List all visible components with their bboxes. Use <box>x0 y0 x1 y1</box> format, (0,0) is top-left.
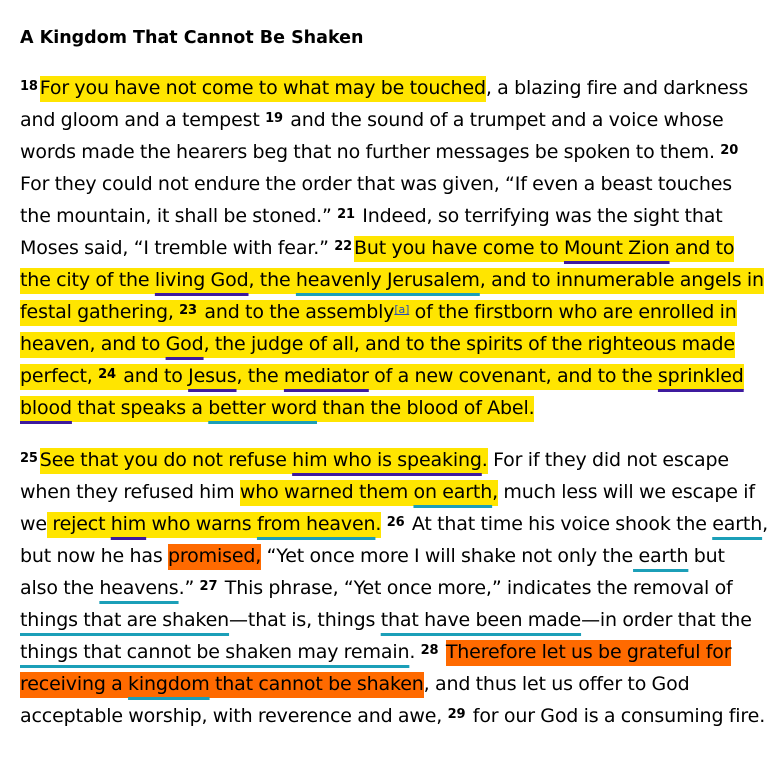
text: . <box>409 641 421 663</box>
text: reject <box>46 513 111 535</box>
verse-number-18: 18 <box>20 79 38 94</box>
text: but also the <box>20 545 725 599</box>
underline-purple: sprinkled blood <box>20 365 744 419</box>
underline-purple: God <box>165 333 204 355</box>
text: But you have come to <box>354 237 564 259</box>
highlight-yellow <box>47 512 381 538</box>
text: , a blazing fire and darkness and gloom and a tempest <box>20 77 749 131</box>
verse-number-20: 20 <box>720 143 739 158</box>
text: and to the assembly <box>198 301 395 323</box>
text: much less will we escape if we <box>20 481 755 535</box>
footnote-link[interactable]: [a] <box>394 303 410 316</box>
paragraph-2 <box>20 444 768 732</box>
underline-teal: on earth <box>413 481 493 503</box>
verse-number-22: 22 <box>334 239 353 254</box>
underline-purple: him who is speaking <box>292 449 482 471</box>
text: that speaks a <box>71 397 209 419</box>
verse-number-19: 19 <box>265 111 283 126</box>
underline-teal: from heaven <box>256 513 376 535</box>
text: and the sound of a trumpet and a voice whose words made the hearers beg that no further messages be spoken to them. <box>20 109 724 163</box>
text: , the <box>236 365 284 387</box>
underline-teal: kingdom <box>128 673 210 695</box>
verse-number-28: 28 <box>420 643 439 658</box>
text: that cannot be shaken <box>209 673 424 695</box>
text: At that time his voice shook the <box>406 513 713 535</box>
text: , and thus let us offer to God acceptable worship, with reverence and awe, <box>20 673 690 727</box>
underline-purple: him <box>110 513 147 535</box>
verse-number-21: 21 <box>337 207 355 222</box>
text: This phrase, “Yet once more,” indicates the removal of <box>219 577 733 599</box>
verse-number-26: 26 <box>386 515 405 530</box>
text: . <box>375 513 382 535</box>
underline-purple: Jesus <box>188 365 237 387</box>
underline-teal: heavens <box>99 577 179 599</box>
text: , <box>492 481 499 503</box>
text: , the judge of all, and to the spirits of the righteous made perfect, <box>20 333 735 387</box>
verse-number-24: 24 <box>98 367 116 382</box>
underline-teal: heavenly Jerusalem <box>295 269 480 291</box>
text: for our God is a consuming fire. <box>467 705 766 727</box>
section-heading: A Kingdom That Cannot Be Shaken <box>20 28 364 48</box>
text: Indeed, so terrifying was the sight that Moses said, “I tremble with fear.” <box>20 205 723 259</box>
text: who warned them <box>239 481 414 503</box>
underline-purple: Mount Zion <box>563 237 670 259</box>
text: . <box>481 449 488 471</box>
underline-teal: things that are shaken <box>20 609 230 631</box>
text: , but now he has <box>20 513 768 567</box>
highlight-yellow-passage <box>20 236 764 422</box>
text: For they could not endure the order that was given, “If even a beast touches the mountain, it shall be stoned.” <box>20 173 732 227</box>
text <box>381 513 386 535</box>
text: Therefore let us be grateful for receiving a <box>20 641 732 695</box>
underline-teal: better word <box>208 397 317 419</box>
text: See that you do not refuse <box>39 449 293 471</box>
text: .” <box>178 577 200 599</box>
text: —in order that the <box>581 609 752 631</box>
text: For if they did not escape when they refused him <box>20 449 729 503</box>
text: , the <box>248 269 296 291</box>
verse-number-23: 23 <box>179 303 197 318</box>
underline-teal: earth <box>712 513 763 535</box>
verse-number-25: 25 <box>20 451 38 466</box>
text: of the firstborn who are enrolled in heaven, and to <box>20 301 737 355</box>
verse-number-29: 29 <box>447 707 466 722</box>
highlight-yellow: For you have not come to what may be touched <box>40 76 486 102</box>
underline-teal: that have been made <box>380 609 582 631</box>
text: and to <box>117 365 189 387</box>
passage-container <box>20 26 768 752</box>
verse-number-27: 27 <box>199 579 218 594</box>
underline-purple: mediator <box>283 365 369 387</box>
underline-teal: things that cannot be shaken may remain <box>20 641 410 663</box>
paragraph-1 <box>20 72 768 424</box>
text: “Yet once more I will shake not only the <box>261 545 634 567</box>
text: and to the city of the <box>20 237 735 291</box>
highlight-yellow <box>40 448 488 474</box>
text: —that is, things <box>229 609 381 631</box>
highlight-orange: promised, <box>168 544 261 570</box>
highlight-yellow <box>240 480 498 506</box>
text: of a new covenant, and to the <box>368 365 658 387</box>
text: who warns <box>146 513 257 535</box>
underline-teal: earth <box>633 545 689 567</box>
text: , and to innumerable angels in festal gathering, <box>20 269 764 323</box>
underline-purple: living God <box>154 269 249 291</box>
text: than the blood of Abel. <box>317 397 535 419</box>
